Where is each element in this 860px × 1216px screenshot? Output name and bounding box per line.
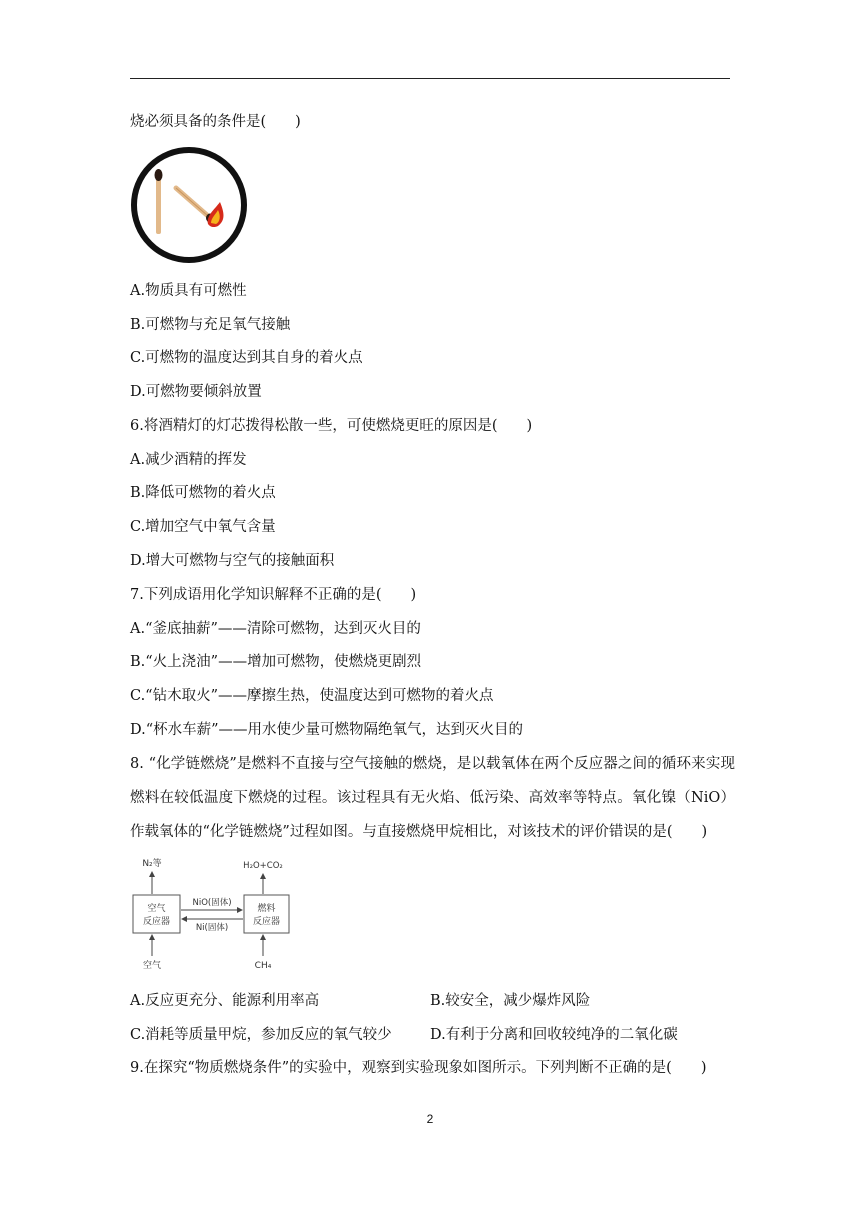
q8-option-c: C.消耗等质量甲烷，参加反应的氧气较少 (130, 1027, 392, 1043)
air-reactor-label-2: 反应器 (142, 917, 171, 927)
q8-option-d: D.有利于分离和回收较纯净的二氧化碳 (430, 1027, 678, 1043)
q9-stem: 9.在探究“物质燃烧条件”的实验中，观察到实验现象如图所示。下列判断不正确的是( ) (130, 1060, 707, 1076)
air-reactor-label-1: 空气 (147, 904, 166, 914)
q8-option-a: A.反应更充分、能源利用率高 (130, 993, 320, 1009)
header-rule (130, 78, 730, 79)
q7-option-c: C.“钻木取火”——摩擦生热，使温度达到可燃物的着火点 (130, 688, 494, 704)
air-input-label: 空气 (142, 961, 162, 971)
q6-stem: 6.将酒精灯的灯芯拨得松散一些，可使燃烧更旺的原因是( ) (130, 418, 533, 434)
fuel-reactor-label-2: 反应器 (252, 917, 281, 927)
q5-stem-tail: 烧必须具备的条件是( ) (130, 114, 301, 130)
q8-option-b: B.较安全，减少爆炸风险 (430, 993, 591, 1009)
q6-option-a: A.减少酒精的挥发 (130, 452, 247, 468)
q5-option-d: D.可燃物要倾斜放置 (130, 384, 262, 400)
matchstick-illustration (128, 146, 250, 264)
q6-option-d: D.增大可燃物与空气的接触面积 (130, 553, 335, 569)
fuel-reactor-label-1: 燃料 (257, 904, 276, 914)
ni-arrow-label: Ni(固体) (195, 923, 229, 933)
q7-option-d: D.“杯水车薪”——用水使少量可燃物隔绝氧气，达到灭火目的 (130, 722, 524, 738)
chemical-looping-diagram (128, 850, 298, 976)
q5-option-b: B.可燃物与充足氧气接触 (130, 317, 291, 333)
q7-stem: 7.下列成语用化学知识解释不正确的是( ) (130, 587, 417, 603)
ch4-input-label: CH₄ (254, 961, 272, 971)
page-number: 2 (426, 1112, 434, 1126)
q6-option-c: C.增加空气中氧气含量 (130, 519, 276, 535)
q7-option-a: A.“釜底抽薪”——清除可燃物，达到灭火目的 (130, 621, 421, 637)
q6-option-b: B.降低可燃物的着火点 (130, 485, 276, 501)
q5-option-c: C.可燃物的温度达到其自身的着火点 (130, 350, 363, 366)
q8-stem: 8. “化学链燃烧”是燃料不直接与空气接触的燃烧，是以载氧体在两个反应器之间的循环来实现燃料在较低温度下燃烧的过程。该过程具有无火焰、低污染、高效率等特点。氧化镍（NiO）作载氧体的“化学链燃烧”过程如图。与直接燃烧甲烷相比，对该技术的评价错误的是( ) (130, 756, 735, 840)
n2-output-label: N₂等 (142, 859, 162, 869)
nio-arrow-label: NiO(固体) (192, 898, 232, 908)
h2o-co2-output-label: H₂O+CO₂ (243, 861, 283, 871)
q5-option-a: A.物质具有可燃性 (130, 283, 247, 299)
q7-option-b: B.“火上浇油”——增加可燃物，使燃烧更剧烈 (130, 654, 422, 670)
